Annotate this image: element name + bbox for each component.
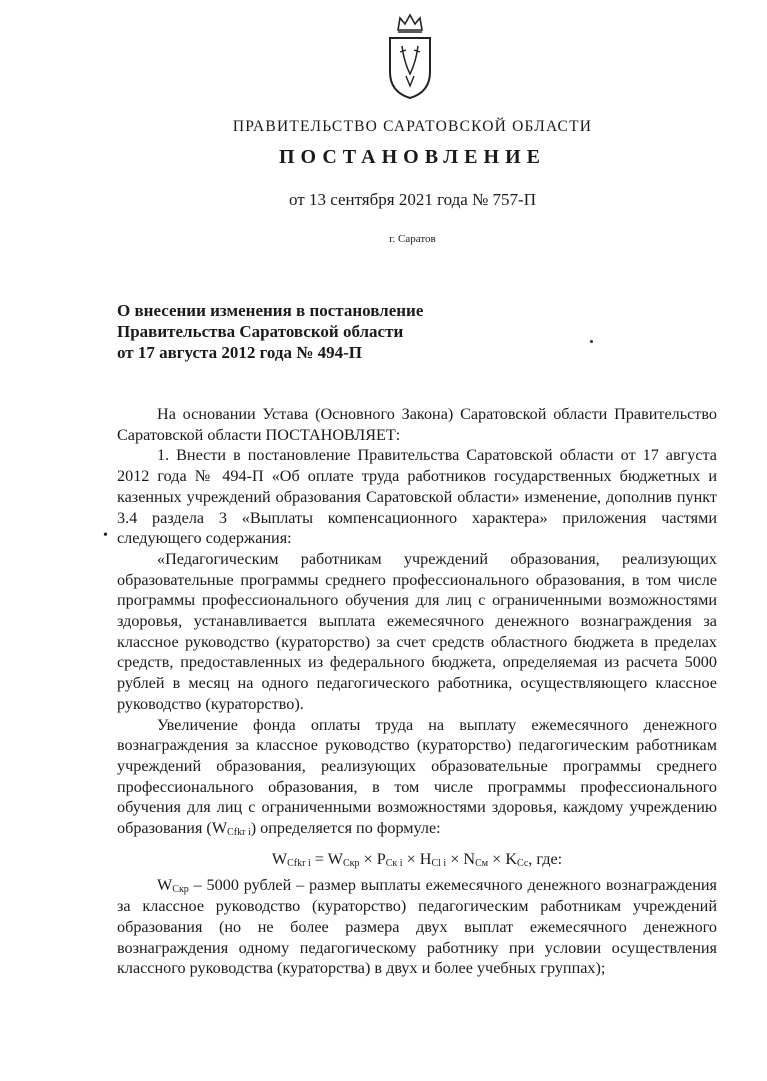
fund-increase-text: Увеличение фонда оплаты труда на выплату ежемесячного денежного вознаграждения за классное руководство (кураторство) педагогическим работникам учреждений образования, реализующих образовательные программы среднего профессионального образования, в том числе программы профессионального обучения для лиц с ограниченными возможностями здоровья, каждому учреждению образования (W xyxy=(117,715,717,838)
formula-term: × H xyxy=(402,849,432,868)
document-date-number: от 13 сентября 2021 года № 757-П xyxy=(288,190,536,209)
formula-term: × N xyxy=(446,849,476,868)
paragraph-quote: «Педагогическим работникам учреждений образования, реализующих образовательные программы среднего профессионального образования, в том числе программы профессионального обучения для лиц с ограниченными возможностями здоровья, устанавливается выплата ежемесячного денежного вознаграждения за классное руководство (кураторство) за счет средств областного бюджета в пределах средств, предоставленных из федерального бюджета, определяемая из расчета 5000 рублей в месяц на одного педагогического работника, осуществляющего классное руководство (кураторство). xyxy=(117,549,717,713)
formula-term: = W xyxy=(310,849,343,868)
formula-term: × K xyxy=(488,849,518,868)
formula-term: , где: xyxy=(528,849,563,868)
paragraph-item-1: 1. Внести в постановление Правительства Саратовской области от 17 августа 2012 года № 494-П «Об оплате труда работников государственных бюджетных и казенных учреждений образования Саратовской области» изменение, дополнив пункт 3.4 раздела 3 «Выплаты компенсационного характера» приложения частями следующего содержания: xyxy=(117,446,717,548)
title-line-1: О внесении изменения в постановление xyxy=(117,301,424,320)
formula-subscript: Cfkr i xyxy=(287,857,311,869)
paragraph-wskr-definition xyxy=(117,875,717,979)
formula-subscript: Cl i xyxy=(431,857,447,869)
definition-symbol: W xyxy=(157,876,173,895)
definition-text: – 5000 рублей – размер выплаты ежемесячного денежного вознаграждения за классное руководство (кураторство) педагогическим работникам учреждений образования (но не более размера двух выплат ежемесячного денежного вознаграждения одному педагогическому работнику при условии осуществления классного руководства (кураторства) в двух и более учебных группах); xyxy=(117,876,717,978)
formula-subscript: См xyxy=(475,857,489,869)
paragraph-fund-increase xyxy=(117,715,717,839)
fund-symbol-subscript: Cfkr i xyxy=(227,827,251,839)
document-body xyxy=(117,404,717,979)
paragraph-basis: На основании Устава (Основного Закона) Саратовской области Правительство Саратовской области ПОСТАНОВЛЯЕТ: xyxy=(117,405,717,444)
title-line-2: Правительства Саратовской области xyxy=(117,322,404,341)
coat-of-arms-emblem xyxy=(380,12,440,102)
margin-mark: • xyxy=(103,528,108,543)
title-line-3: от 17 августа 2012 года № 494-П xyxy=(117,343,362,362)
definition-subscript: Скр xyxy=(172,884,189,896)
formula xyxy=(117,849,717,870)
formula-term: W xyxy=(271,849,288,868)
document-title xyxy=(117,300,537,363)
organization-name: ПРАВИТЕЛЬСТВО САРАТОВСКОЙ ОБЛАСТИ xyxy=(232,118,593,135)
formula-subscript: Ск i xyxy=(385,857,403,869)
document-city: г. Саратов xyxy=(389,233,436,245)
formula-subscript: Скр xyxy=(342,857,360,869)
formula-subscript: Сс xyxy=(517,857,529,869)
formula-term: × P xyxy=(359,849,386,868)
document-type: ПОСТАНОВЛЕНИЕ xyxy=(279,146,546,168)
scan-speck xyxy=(590,340,593,343)
fund-increase-tail: ) определяется по формуле: xyxy=(250,819,441,838)
